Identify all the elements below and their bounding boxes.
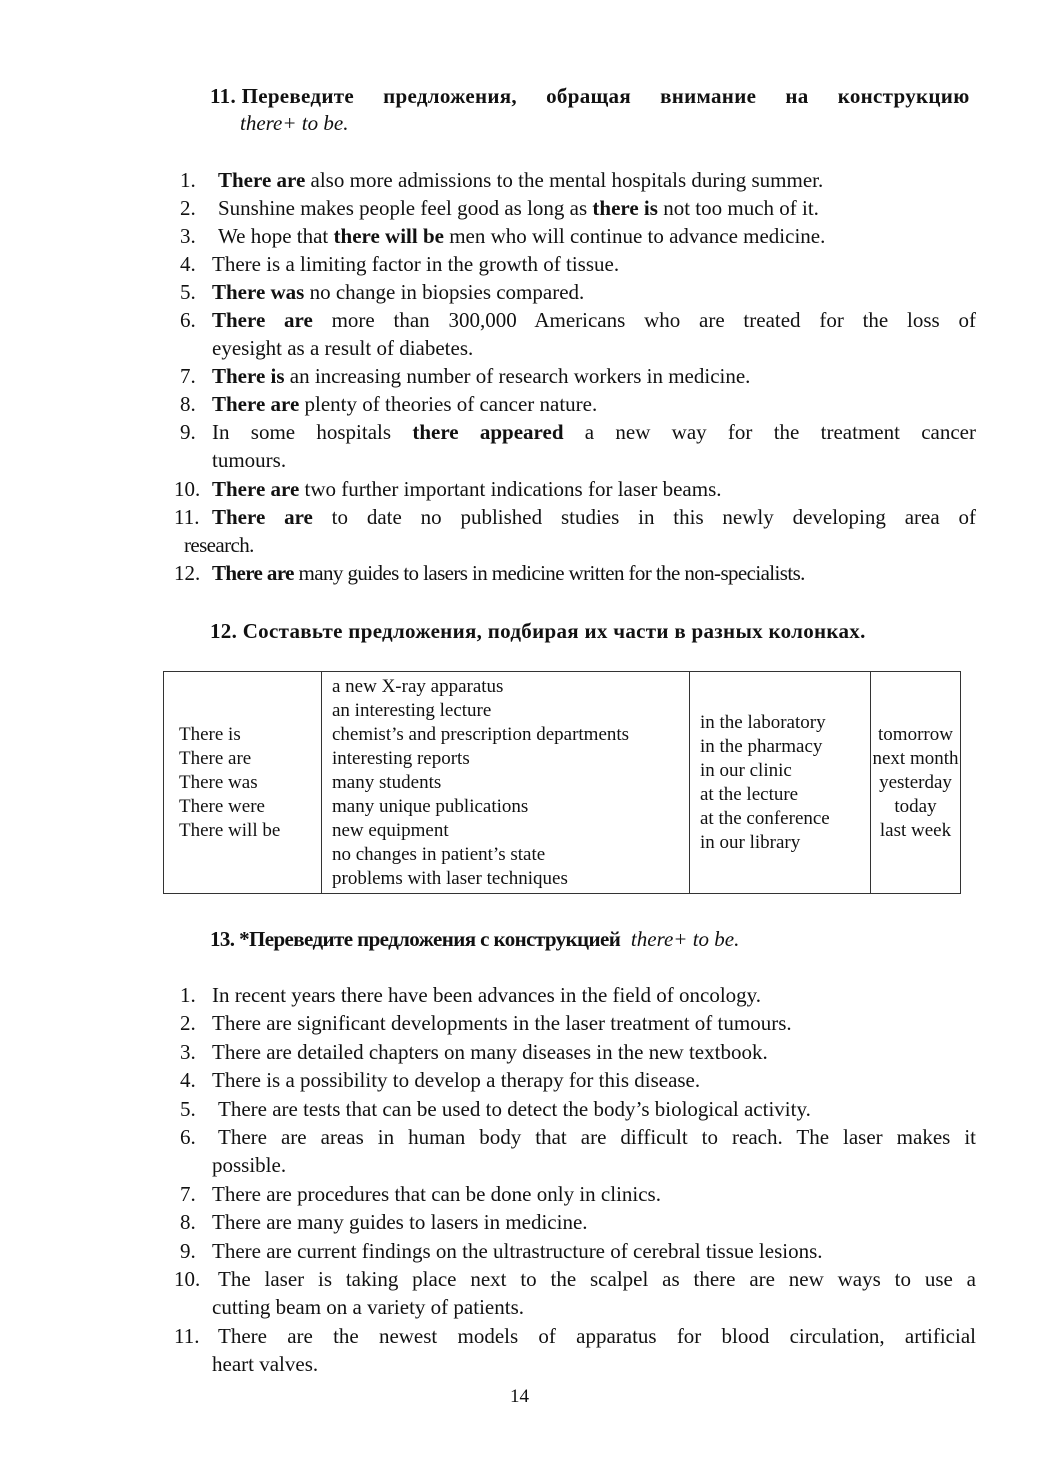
ex11-item-text (218, 196, 819, 221)
table-cell-col3: at the lecture (700, 783, 799, 805)
ex11-item-bold: there is (592, 196, 658, 220)
ex11-item-number: 5. (180, 280, 196, 304)
ex13-item-number: 8. (180, 1210, 196, 1234)
table-cell-col1: There was (179, 771, 258, 793)
ex11-item-pre: In some hospitals (212, 420, 413, 444)
ex13-item-text: There are current findings on the ultrastructure of cerebral tissue lesions. (212, 1239, 823, 1263)
table-cell-col2: chemist’s and prescription departments (332, 723, 630, 745)
ex11-item-continuation: tumours. (212, 448, 287, 472)
ex12-number: 12. (210, 619, 238, 643)
table-cell-col1: There were (179, 795, 265, 817)
ex11-item-text (212, 392, 597, 417)
ex11-item-number: 3. (180, 224, 196, 248)
ex11-item-post: two further important indications for laser beams. (299, 477, 722, 501)
ex11-item-pre: Sunshine makes people feel good as long as (218, 196, 593, 220)
table-cell-col3: in the laboratory (700, 711, 826, 733)
table-cell-col2: problems with laser techniques (332, 867, 568, 889)
ex11-item-number: 9. (180, 420, 196, 444)
ex11-item-text (218, 168, 823, 193)
ex13-item-number: 7. (180, 1182, 196, 1206)
ex11-item-bold: there will be (333, 224, 444, 248)
table-cell-col3: in the pharmacy (700, 735, 823, 757)
table-cell-col2: many unique publications (332, 795, 529, 817)
table-cell-col4: last week (879, 819, 952, 841)
table-cell-col4: yesterday (879, 771, 952, 793)
ex11-item-bold: There are (212, 477, 300, 501)
ex11-item-post: plenty of theories of cancer nature. (299, 392, 598, 416)
ex11-item-number: 2. (180, 196, 196, 220)
ex11-item-post: not too much of it. (657, 196, 819, 220)
table-col-place (690, 672, 871, 894)
ex13-item-continuation: cutting beam on a variety of patients. (212, 1295, 524, 1319)
ex11-heading (210, 84, 976, 109)
ex11-number: 11. (210, 84, 236, 108)
ex11-item-post: men who will continue to advance medicine. (443, 224, 826, 248)
ex11-item-number: 4. (180, 252, 196, 276)
ex11-item-text (212, 308, 976, 333)
table-cell-col4: today (894, 795, 937, 817)
table-cell-col2: new equipment (332, 819, 449, 841)
table-cell-col4: next month (872, 747, 959, 769)
ex11-item-number: 8. (180, 392, 196, 416)
matching-table (163, 671, 961, 894)
ex12-heading (210, 619, 866, 644)
table-cell-col3: in our library (700, 831, 801, 853)
ex13-item-text: There are many guides to lasers in medicine. (212, 1210, 588, 1234)
table-cell-col2: a new X-ray apparatus (332, 675, 504, 697)
ex11-item-number: 10. (174, 477, 201, 501)
ex11-item-bold: There are (212, 561, 294, 585)
ex13-heading (210, 927, 739, 952)
table-col-object (322, 672, 690, 894)
ex11-item-continuation: research. (184, 533, 254, 557)
table-cell-col2: an interesting lecture (332, 699, 492, 721)
ex11-item-bold: There are (212, 505, 313, 529)
ex11-item-number: 1. (180, 168, 196, 192)
table-cell-col1: There is (179, 723, 241, 745)
ex13-item-text: In recent years there have been advances in the field of oncology. (212, 983, 762, 1007)
ex11-item-bold: There are (218, 168, 306, 192)
ex11-item-text (212, 505, 976, 530)
ex13-item-text: The laser is taking place next to the scalpel as there are new ways to use a (218, 1267, 976, 1291)
ex11-item-text (212, 561, 805, 586)
table-cell-col1: There are (179, 747, 252, 769)
ex11-item-text (212, 280, 584, 305)
ex11-item-post: a new way for the treatment cancer (563, 420, 976, 444)
ex13-construction: there+ to be. (630, 927, 740, 951)
ex11-item-bold: There are (212, 308, 313, 332)
ex11-item-continuation: eyesight as a result of diabetes. (212, 336, 474, 360)
ex11-item-pre: We hope that (218, 224, 334, 248)
ex13-item-number: 4. (180, 1068, 196, 1092)
table-col-subject (164, 672, 322, 894)
ex11-item-bold: There are (212, 392, 300, 416)
ex11-item-post: more than 300,000 Americans who are treated for the loss of (312, 308, 976, 332)
ex11-item-text (212, 477, 722, 502)
ex13-item-text: There are the newest models of apparatus for blood circulation, artificial (218, 1324, 976, 1348)
ex11-item-post: no change in biopsies compared. (304, 280, 585, 304)
table-cell-col2: no changes in patient’s state (332, 843, 546, 865)
ex11-item-post: to date no published studies in this newly developing area of (312, 505, 976, 529)
ex13-item-number: 3. (180, 1040, 196, 1064)
table-cell-col4: tomorrow (878, 723, 953, 745)
table-cell-col3: at the conference (700, 807, 830, 829)
ex11-item-number: 7. (180, 364, 196, 388)
ex11-item-bold: there appeared (412, 420, 564, 444)
table-cell-col2: interesting reports (332, 747, 470, 769)
table-cell-col2: many students (332, 771, 442, 793)
ex13-item-continuation: heart valves. (212, 1352, 319, 1376)
ex13-item-continuation: possible. (212, 1153, 287, 1177)
ex13-item-text: There are tests that can be used to detect the body’s biological activity. (218, 1097, 811, 1121)
ex13-number: 13. * (210, 927, 250, 951)
ex13-item-text: There is a possibility to develop a therapy for this disease. (212, 1068, 701, 1092)
ex11-item-post: an increasing number of research workers in medicine. (284, 364, 751, 388)
ex13-item-text: There are procedures that can be done only in clinics. (212, 1182, 661, 1206)
ex13-item-number: 11. (174, 1324, 200, 1348)
ex11-item-text (212, 420, 976, 445)
ex13-item-number: 10. (174, 1267, 201, 1291)
table-col-time (871, 672, 961, 894)
ex11-construction: there+ to be. (240, 111, 349, 135)
page-number: 14 (510, 1386, 529, 1407)
ex13-item-text: There are areas in human body that are difficult to reach. The laser makes it (218, 1125, 976, 1149)
ex11-item-bold: There was (212, 280, 305, 304)
ex11-item-bold: There is (212, 364, 285, 388)
ex13-item-number: 2. (180, 1011, 196, 1035)
ex11-item-number: 11. (174, 505, 200, 529)
ex13-item-number: 5. (180, 1097, 196, 1121)
ex11-item-text (212, 364, 750, 389)
ex13-item-text: There are detailed chapters on many diseases in the new textbook. (212, 1040, 768, 1064)
ex13-item-number: 9. (180, 1239, 196, 1263)
ex11-item-number: 6. (180, 308, 196, 332)
table-cell-col1: There will be (179, 819, 281, 841)
ex11-title: Переведите предложения, обращая внимание на конструкцию (241, 84, 970, 108)
ex11-item-post: also more admissions to the mental hospitals during summer. (305, 168, 824, 192)
ex11-item-number: 12. (174, 561, 201, 585)
ex13-item-number: 6. (180, 1125, 196, 1149)
ex11-item-text (218, 224, 825, 249)
ex13-item-text: There are significant developments in the laser treatment of tumours. (212, 1011, 792, 1035)
ex13-item-number: 1. (180, 983, 196, 1007)
table-cell-col3: in our clinic (700, 759, 792, 781)
ex13-title: Переведите предложения с конструкцией (249, 927, 621, 951)
ex11-item-text (212, 252, 619, 277)
ex11-item-post: many guides to lasers in medicine written for the non-specialists. (293, 561, 805, 585)
ex11-item-pre: There is a limiting factor in the growth of tissue. (212, 252, 620, 276)
ex12-title: Составьте предложения, подбирая их части в разных колонках. (242, 619, 866, 643)
